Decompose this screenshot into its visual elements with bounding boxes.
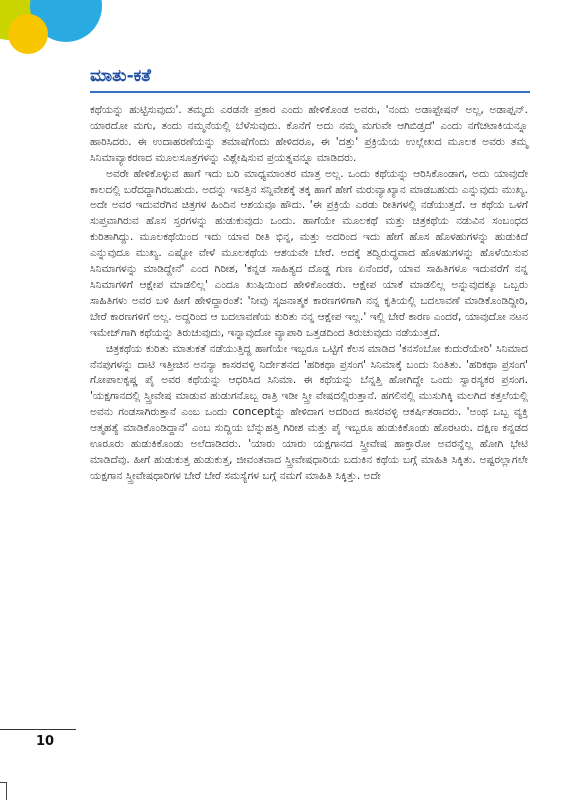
decorative-circle-yellow [8,14,48,54]
paragraph-1: ಕಥೆಯನ್ನು ಹುಟ್ಟಿಸುವುದು'. ತಮ್ಮದು ಎರಡನೇ ಪ್ರಕಾರ ಎಂದು ಹೇಳಿಕೊಂಡ ಅವರು, 'ನಂದು ಅಡಾಪ್ಟೇಷನ್ ಅಲ್ಲ, ಅಡಾಪ್ಷನ್. ಯಾರದೋ ಮಗು, ತಂದು ನಮ್ಮನೆಯಲ್ಲಿ ಬೆಳೆಸುವುದು. ಕೊನೆಗೆ ಅದು ನಮ್ಮ ಮಗುವೇ ಆಗಿಬಿಡ್ತದೆ' ಎಂದು ನಗೆಚಟಾಕಿಯನ್ನೂ ಹಾರಿಸಿದರು. ಈ ಉದಾಹರಣೆಯನ್ನು ತಮಾಷೆಗೆಂದು ಹೇಳಿದರೂ, ಈ 'ದತ್ತು' ಪ್ರಕ್ರಿಯೆಯ ಉಲ್ಲೇಖದ ಮೂಲಕ ಅವರು ತಮ್ಮ ಸಿನಿಮಾವ್ಯಾಕರಣದ ಮೂಲಸೂತ್ರಗಳನ್ನು ವಿಶ್ಲೇಷಿಸುವ ಪ್ರಯತ್ನವನ್ನೂ ಮಾಡಿದರು. [90,104,528,164]
page-number: 10 [36,734,55,749]
paragraph-2: ಅವರೇ ಹೇಳಿಕೊಳ್ಳುವ ಹಾಗೆ ಇದು ಬರಿ ಮಾಧ್ಯಮಾಂತರ ಮಾತ್ರ ಅಲ್ಲ. ಒಂದು ಕಥೆಯನ್ನು ಆರಿಸಿಕೊಂಡಾಗ, ಅದು ಯಾವುದೇ ಕಾಲದಲ್ಲಿ ಬರೆದದ್ದಾಗಿರಬಹುದು. ಅದನ್ನು ಇವತ್ತಿನ ಸನ್ನಿವೇಶಕ್ಕೆ ತಕ್ಕ ಹಾಗೆ ಹೇಗೆ ಮರುವ್ಯಾಖ್ಯಾನ ಮಾಡಬಹುದು ಎನ್ನುವುದು ಮುಖ್ಯ. ಅದೇ ಅವರ ಇದುವರೆಗಿನ ಚಿತ್ರಗಳ ಹಿಂದಿನ ಆಶಯವೂ ಹೌದು. 'ಈ ಪ್ರಕ್ರಿಯೆ ಎರಡು ರೀತಿಗಳಲ್ಲಿ ನಡೆಯುತ್ತದೆ. ಆ ಕಥೆಯ ಒಳಗೆ ಸುಪ್ತವಾಗಿರುವ ಹೊಸ ಸ್ತರಗಳನ್ನು ಹುಡುಕುವುದು ಒಂದು. ಹಾಗೆಯೇ ಮೂಲಕಥೆ ಮತ್ತು ಚಿತ್ರಕಥೆಯ ನಡುವಿನ ಸಂಬಂಧದ ಕುರಿತಾಗಿದ್ದು. ಮೂಲಕಥೆಯಿಂದ ಇದು ಯಾವ ರೀತಿ ಭಿನ್ನ, ಮತ್ತು ಅದರಿಂದ ಇದು ಹೇಗೆ ಹೊಸ ಹೊಳಹುಗಳನ್ನು ಹುಡುಕಿದೆ ಎನ್ನುವುದೂ ಮುಖ್ಯ. ಎಷ್ಟೋ ವೇಳೆ ಮೂಲಕಥೆಯ ಆಶಯವೇ ಬೇರೆ. ಅದಕ್ಕೆ ತದ್ವಿರುದ್ಧವಾದ ಹೊಳಹುಗಳನ್ನು ಹೊಳೆಯಿಸುವ ಸಿನಿಮಾಗಳನ್ನು ಮಾಡಿದ್ದೇನೆ' ಎಂದ ಗಿರೀಶ, 'ಕನ್ನಡ ಸಾಹಿತ್ಯದ ದೊಡ್ಡ ಗುಣ ಏನೆಂದರೆ, ಯಾವ ಸಾಹಿತಿಗಳೂ ಇದುವರೆಗೆ ನನ್ನ ಸಿನಿಮಾಗಳಿಗೆ ಆಕ್ಷೇಪ ಮಾಡಲಿಲ್ಲ' ಎಂದೂ ಖುಷಿಯಿಂದ ಹೇಳಿಕೊಂಡರು. ಆಕ್ಷೇಪ ಯಾಕೆ ಮಾಡಲಿಲ್ಲ ಅನ್ನುವುದಕ್ಕೂ ಒಬ್ಬರು ಸಾಹಿತಿಗಳು ಅವರ ಬಳಿ ಹೀಗೆ ಹೇಳಿದ್ದಾರಂತೆ: 'ನೀವು ಸೃಜನಾತ್ಮಕ ಕಾರಣಗಳಿಗಾಗಿ ನನ್ನ ಕೃತಿಯಲ್ಲಿ ಬದಲಾವಣೆ ಮಾಡಿಕೊಂಡಿದ್ದೀರಿ, ಬೇರೆ ಕಾರಣಗಳಿಗೆ ಅಲ್ಲ. ಅದ್ದರಿಂದ ಆ ಬದಲಾವಣೆಯ ಕುರಿತು ನನ್ನ ಆಕ್ಷೇಪ ಇಲ್ಲ.' ಇಲ್ಲಿ ಬೇರೆ ಕಾರಣ ಎಂದರೆ, ಯಾವುದೋ ನಟನ ಇಮೇಜ್‌ಗಾಗಿ ಕಥೆಯನ್ನು ತಿರುಚುವುದು, ಇನ್ನಾವುದೋ ವ್ಯಾಪಾರಿ ಒತ್ತಡದಿಂದ ತಿರುಚುವುದು ನಡೆಯುತ್ತದೆ. [90,167,528,339]
article-body [90,103,528,485]
title-divider [90,91,530,93]
crop-mark [6,782,7,800]
footer-divider [0,729,76,730]
crop-mark [0,782,6,783]
section-title: ಮಾತು-ಕತೆ [90,66,151,86]
paragraph-3: ಚಿತ್ರಕಥೆಯ ಕುರಿತು ಮಾತುಕತೆ ನಡೆಯುತ್ತಿದ್ದ ಹಾಗೆಯೇ ಇಬ್ಬರೂ ಒಟ್ಟಿಗೆ ಕೆಲಸ ಮಾಡಿದ 'ಕನಸೆಂಬೋ ಕುದುರೆಯೇರಿ' ಸಿನಿಮಾದ ನೆನಪುಗಳನ್ನು ದಾಟಿ ಇತ್ತೀಚಿನ ಅನನ್ಯಾ ಕಾಸರವಳ್ಳಿ ನಿರ್ದೇಶನದ 'ಹರಿಕಥಾ ಪ್ರಸಂಗ' ಸಿನಿಮಾಕ್ಕೆ ಬಂದು ನಿಂತಿತು. 'ಹರಿಕಥಾ ಪ್ರಸಂಗ' ಗೋಪಾಲಕೃಷ್ಣ ಪೈ ಅವರ ಕಥೆಯನ್ನು ಆಧರಿಸಿದ ಸಿನಿಮಾ. ಈ ಕಥೆಯನ್ನು ಬೆನ್ನತ್ತಿ ಹೋಗಿದ್ದೇ ಒಂದು ಸ್ವಾರಸ್ಯಕರ ಪ್ರಸಂಗ. 'ಯಕ್ಷಗಾನದಲ್ಲಿ ಸ್ತ್ರೀವೇಷ ಮಾಡುವ ಹುಡುಗನೊಬ್ಬ ರಾತ್ರಿ ಇಡೀ ಸ್ತ್ರೀ ವೇಷದಲ್ಲಿರುತ್ತಾನೆ. ಹಗಲಿನಲ್ಲಿ ಮುಸುಗಿಕ್ಕಿ ಮಲಗಿದ ಕತ್ತಲೆಯಲ್ಲಿ ಅವನು ಗಂಡಸಾಗಿರುತ್ತಾನೆ ಎಂಬ ಒಂದು conceptನ್ನು ಹೇಳಿದಾಗ ಅದರಿಂದ ಕಾಸರವಳ್ಳಿ ಆಕರ್ಷಿತರಾದರು. 'ಅಂಥ ಒಬ್ಬ ವ್ಯಕ್ತಿ ಆತ್ಮಹತ್ಯೆ ಮಾಡಿಕೊಂಡಿದ್ದಾನೆ' ಎಂಬ ಸುದ್ದಿಯ ಬೆನ್ನುಹತ್ತಿ ಗಿರೀಶ ಮತ್ತು ಪೈ ಇಬ್ಬರೂ ಹುಡುಕಿಕೊಂಡು ಹೊರಟರು. ದಕ್ಷಿಣ ಕನ್ನಡದ ಊರೂರು ಹುಡುಕಿಕೊಂಡು ಅಲೆದಾಡಿದರು. 'ಯಾರು ಯಾರು ಯಕ್ಷಗಾನದ ಸ್ತ್ರೀವೇಷ ಹಾಕ್ತಾರೋ ಅವರನ್ನೆಲ್ಲ ಹೋಗಿ ಭೇಟಿ ಮಾಡಿದೆವು. ಹೀಗೆ ಹುಡುಕುತ್ತ ಹುಡುಕುತ್ತ, ಜೀವಂತವಾದ ಸ್ತ್ರೀವೇಷಧಾರಿಯ ಬದುಕಿನ ಕಥೆಯ ಬಗ್ಗೆ ಮಾಹಿತಿ ಸಿಕ್ಕಿತು. ಅಷ್ಟರಲ್ಲಾಗಲೇ ಯಕ್ಷಗಾನ ಸ್ತ್ರೀವೇಷಧಾರಿಗಳ ಬೇರೆ ಬೇರೆ ಸಮಸ್ಯೆಗಳ ಬಗ್ಗೆ ನಮಗೆ ಮಾಹಿತಿ ಸಿಕ್ಕಿತ್ತು. ಅದೇ [90,342,528,482]
